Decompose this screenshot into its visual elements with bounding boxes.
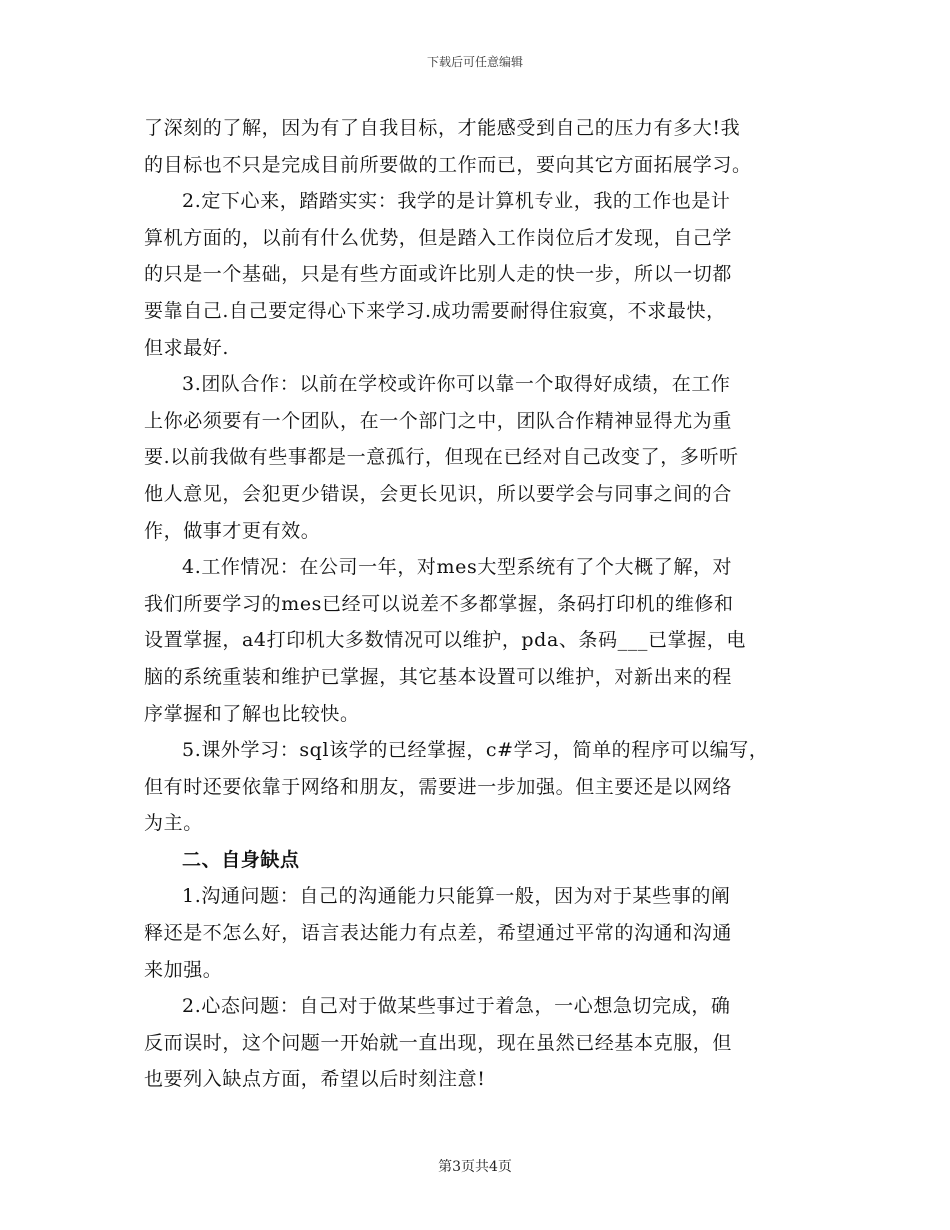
- text-line: 作，做事才更有效。: [144, 519, 321, 542]
- paragraph-start-line: 4.工作情况：在公司一年，对mes大型系统有了个大概了解，对: [182, 556, 733, 579]
- page-header: 下载后可任意编辑: [426, 55, 523, 69]
- text-line: 但求最好.: [144, 336, 230, 359]
- text-line: 要.以前我做有些事都是一意孤行，但现在已经对自己改变了，多听听: [144, 446, 739, 469]
- paragraph-start-line: 1.沟通问题：自己的沟通能力只能算一般，因为对于某些事的阐: [182, 885, 731, 908]
- text-line: 的只是一个基础，只是有些方面或许比别人走的快一步，所以一切都: [144, 263, 733, 286]
- text-line: 他人意见，会犯更少错误，会更长见识，所以要学会与同事之间的合: [144, 482, 733, 505]
- text-line: 为主。: [144, 812, 203, 835]
- text-line: 我们所要学习的mes已经可以说差不多都掌握，条码打印机的维修和: [144, 592, 734, 615]
- text-line: 但有时还要依靠于网络和朋友，需要进一步加强。但主要还是以网络: [144, 775, 733, 798]
- paragraph-start-line: 5.课外学习：sql该学的已经掌握，c#学习，简单的程序可以编写，: [182, 739, 769, 762]
- page-footer: 第3页共4页: [438, 1159, 512, 1175]
- text-line: 设置掌握，a4打印机大多数情况可以维护，pda、条码___已掌握，电: [144, 629, 746, 652]
- text-line: 也要列入缺点方面，希望以后时刻注意!: [144, 1068, 486, 1091]
- text-line: 了深刻的了解，因为有了自我目标，才能感受到自己的压力有多大!我: [144, 117, 741, 139]
- paragraph-start-line: 3.团队合作：以前在学校或许你可以靠一个取得好成绩，在工作: [182, 373, 731, 396]
- text-line: 反而误时，这个问题一开始就一直出现，现在虽然已经基本克服，但: [144, 1031, 733, 1054]
- text-line: 要靠自己.自己要定得心下来学习.成功需要耐得住寂寞，不求最快，: [144, 299, 726, 322]
- document-body: [144, 110, 834, 1098]
- paragraph-start-line: 2.定下心来，踏踏实实：我学的是计算机专业，我的工作也是计: [182, 190, 731, 213]
- text-line: 上你必须要有一个团队，在一个部门之中，团队合作精神显得尤为重: [144, 409, 733, 432]
- text-line: 序掌握和了解也比较快。: [144, 702, 360, 725]
- text-line: 来加强。: [144, 958, 223, 981]
- paragraph-start-line: 2.心态问题：自己对于做某些事过于着急，一心想急切完成，确: [182, 995, 731, 1018]
- text-line: 算机方面的，以前有什么优势，但是踏入工作岗位后才发现，自己学: [144, 226, 733, 249]
- text-line: 释还是不怎么好，语言表达能力有点差，希望通过平常的沟通和沟通: [144, 922, 733, 945]
- text-line: 的目标也不只是完成目前所要做的工作而已，要向其它方面拓展学习。: [144, 153, 752, 176]
- text-line: 脑的系统重装和维护已掌握，其它基本设置可以维护，对新出来的程: [144, 665, 733, 688]
- section-heading: 二、自身缺点: [182, 848, 300, 871]
